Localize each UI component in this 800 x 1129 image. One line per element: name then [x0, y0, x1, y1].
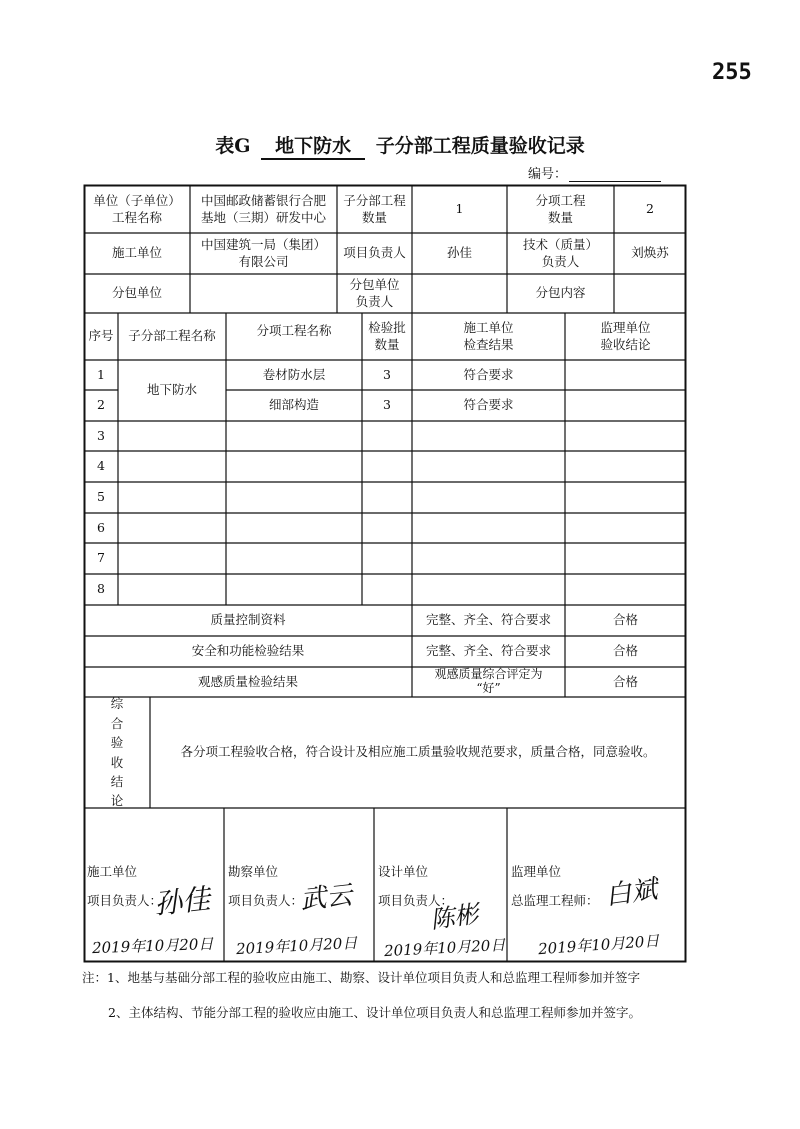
project-manager-label: 项目负责人	[343, 245, 406, 261]
sub-count-value: 1	[455, 201, 464, 217]
title-blank: 地下防水	[261, 131, 365, 160]
subcontractor-manager-label: 分包单位 负责人	[349, 277, 400, 309]
header-sub-name: 子分部工程名称	[128, 328, 216, 344]
unit-name-value: 中国邮政储蓄银行合肥 基地（三期）研发中心	[200, 193, 326, 225]
comprehensive-text: 各分项工程验收合格，符合设计及相应施工质量验收规范要求，质量合格，同意验收。	[180, 744, 656, 760]
signature-role: 项目负责人：	[378, 893, 454, 908]
signature-unit: 监理单位	[511, 864, 562, 879]
note-1: 注：1、地基与基础分部工程的验收应由施工、勘察、设计单位项目负责人和总监理工程师参加并签字	[82, 970, 640, 985]
signature-handwriting: 孙佳	[152, 882, 212, 921]
header-batch-count: 检验批 数量	[368, 320, 406, 352]
subcontract-content-value	[614, 274, 686, 313]
sub-project-name: 地下防水	[146, 382, 197, 398]
signature-handwriting: 陈彬	[428, 899, 481, 935]
title-suffix: 子分部工程质量验收记录	[375, 135, 585, 157]
row-supervision	[565, 390, 686, 421]
summary-quality-data-result: 完整、齐全、符合要求	[425, 612, 551, 628]
signature-role: 项目负责人：	[228, 893, 304, 908]
construction-unit-value: 中国建筑一局（集团） 有限公司	[200, 237, 326, 269]
summary-safety-label: 安全和功能检验结果	[191, 643, 305, 659]
summary-appearance-result: 观感质量综合评定为 “好”	[434, 667, 543, 695]
signature-date: 2019年10月20日	[383, 935, 506, 961]
signature-role: 总监理工程师：	[511, 893, 599, 908]
signature-handwriting: 武云	[298, 880, 354, 916]
summary-appearance-label: 观感质量检验结果	[197, 673, 298, 689]
note-2: 2、主体结构、节能分部工程的验收应由施工、设计单位项目负责人和总监理工程师参加并签字。	[108, 1005, 641, 1020]
row-no: 3	[97, 427, 105, 443]
row-no: 2	[97, 397, 105, 413]
row-no: 6	[97, 519, 105, 535]
technical-lead-value: 刘焕苏	[631, 245, 669, 261]
row-batch-count: 3	[383, 397, 391, 413]
header-supervision-result: 监理单位 验收结论	[600, 320, 651, 352]
header-no: 序号	[88, 328, 114, 344]
row-no: 5	[97, 489, 105, 505]
summary-appearance-conclusion: 合格	[612, 673, 638, 689]
summary-safety-conclusion: 合格	[612, 643, 638, 659]
unit-name-label: 单位（子单位） 工程名称	[93, 193, 181, 225]
page-number: 255	[712, 60, 752, 85]
row-batch-count: 3	[383, 366, 391, 382]
summary-quality-data-label: 质量控制资料	[210, 612, 286, 628]
project-manager-value: 孙佳	[446, 245, 472, 261]
row-item-name: 卷材防水层	[262, 366, 326, 382]
row-no: 1	[97, 366, 105, 382]
comprehensive-label: 综 合 验 收 结 论	[110, 696, 124, 809]
row-no: 8	[97, 581, 105, 597]
code-number-label: 编号：	[528, 167, 568, 182]
summary-safety-result: 完整、齐全、符合要求	[425, 643, 551, 659]
row-no: 4	[97, 458, 105, 474]
signature-unit: 设计单位	[378, 864, 429, 879]
signature-role: 项目负责人：	[87, 893, 163, 908]
row-result: 符合要求	[463, 366, 514, 382]
row-no: 7	[97, 550, 105, 566]
sub-count-label: 子分部工程 数量	[343, 193, 406, 225]
row-item-name: 细部构造	[268, 397, 319, 413]
item-count-value: 2	[646, 201, 654, 217]
signature-date: 2019年10月20日	[91, 934, 214, 958]
signature-date: 2019年10月20日	[537, 931, 660, 959]
signature-date: 2019年10月20日	[235, 933, 358, 959]
subcontractor-manager-value	[412, 274, 507, 313]
row-result: 符合要求	[463, 397, 514, 413]
signature-unit: 施工单位	[87, 864, 138, 879]
subcontractor-value	[190, 274, 337, 313]
item-count-label: 分项工程 数量	[535, 193, 586, 225]
signature-handwriting: 白斌	[603, 874, 660, 912]
title-prefix: 表G	[215, 135, 251, 157]
summary-quality-data-conclusion: 合格	[612, 612, 638, 628]
signature-unit: 勘察单位	[228, 864, 279, 879]
row-supervision	[565, 360, 686, 390]
header-item-name: 分项工程名称	[256, 323, 332, 338]
subcontractor-label: 分包单位	[111, 285, 162, 301]
construction-unit-label: 施工单位	[111, 245, 162, 261]
subcontract-content-label: 分包内容	[535, 285, 586, 301]
technical-lead-label: 技术（质量） 负责人	[522, 237, 598, 269]
header-construction-result: 施工单位 检查结果	[463, 320, 514, 352]
